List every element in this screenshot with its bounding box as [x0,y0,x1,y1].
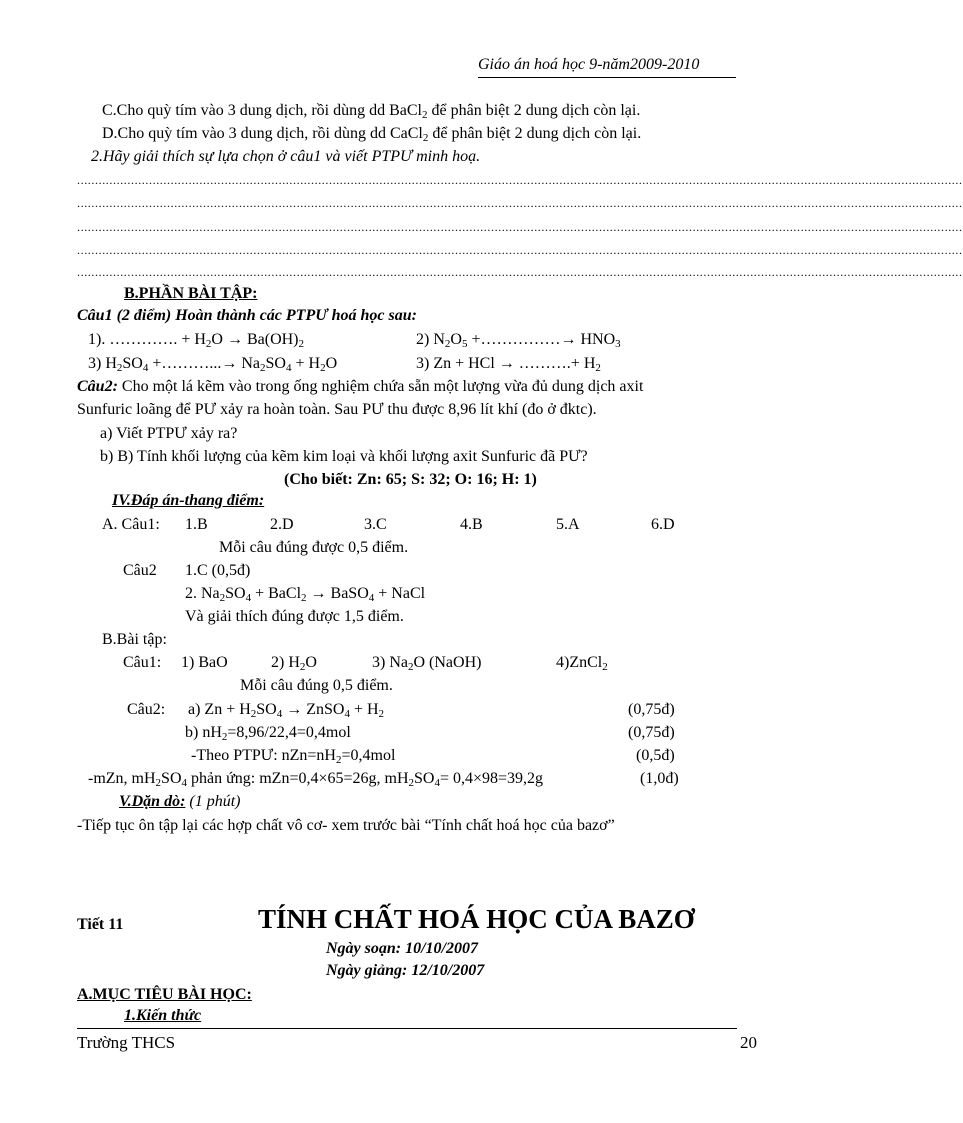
answers-b-item: 3) $Na_2O$ (NaOH) [372,654,482,673]
score: (0,75đ) [628,724,675,741]
cau2-prompt: Câu2: Cho một lá kẽm vào trong ống nghiệm chứa sẵn một lượng vừa đủ dung dịch axit [77,378,644,395]
answer-line: ...................................................................................................................................................................................................................................................... [77,265,963,279]
choice-c: C.Cho quỳ tím vào 3 dung dịch, rồi dùng dd BaCl$_2$ để phân biệt 2 dung dịch còn lại. [102,102,641,121]
lesson-title: TÍNH CHẤT HOÁ HỌC CỦA BAZƠ [258,904,695,934]
answer-item: 6.D [651,516,675,533]
header-title: Giáo án hoá học 9-năm2009-2010 [478,56,700,73]
score: (1,0đ) [640,770,679,787]
footer-school: Trường THCS [77,1033,176,1052]
cau2-part-b: b) B) Tính khối lượng của kẽm kim loại và khối lượng axit Sunfuric đã PƯ? [100,448,588,465]
answers-cau2-line1: 1.C (0,5đ) [185,562,251,579]
equation-1: 1). …………. + $H_2O \to Ba(OH)_2$ [88,331,304,350]
answers-heading: IV.Đáp án-thang điểm: [112,492,265,509]
header-rule [478,77,736,78]
answers-b-cau1-label: Câu1: [123,654,162,671]
answers-b-item: 1) BaO [181,654,228,671]
teach-date: Ngày giảng: 12/10/2007 [326,962,485,979]
given-masses: (Cho biết: Zn: 65; S: 32; O: 16; H: 1) [284,471,537,488]
answer-item: 3.C [364,516,387,533]
answers-b-cau2-a: a) $Zn + H_2SO_4$ → ZnSO$_4$ + $H_2$ [188,701,385,720]
answer-line: ...................................................................................................................................................................................................................................................... [77,220,963,234]
answers-a-label: A. Câu1: [102,516,160,533]
cau2-part-a: a) Viết PTPƯ xảy ra? [100,425,238,442]
answers-cau2-label: Câu2 [123,562,157,579]
answer-line: ...................................................................................................................................................................................................................................................... [77,243,963,257]
answers-b-item: 2) $H_2O$ [271,654,317,673]
answers-b-item: 4)ZnCl$_2$ [556,654,608,673]
homework-heading: V.Dặn dò: (1 phút) [119,793,241,810]
homework-text: -Tiếp tục ôn tập lại các hợp chất vô cơ- xem trước bài “Tính chất hoá học của bazơ” [77,817,615,834]
answers-b-cau2-b: b) $nH_2=8,96/22,4=0,4mol$ [185,724,351,743]
section-b-heading: B.PHẦN BÀI TẬP: [124,285,258,302]
choice-d: D.Cho quỳ tím vào 3 dung dịch, rồi dùng dd CaCl$_2$ để phân biệt 2 dung dịch còn lại. [102,125,642,144]
equation-2: 2) $N_2O_5$ +……………→ $HNO_3$ [416,331,621,350]
answer-line: ...................................................................................................................................................................................................................................................... [77,196,963,210]
footer-rule [77,1028,737,1029]
answer-item: 2.D [270,516,294,533]
answers-a-note: Mỗi câu đúng được 0,5 điểm. [219,539,409,556]
objectives-heading: A.MỤC TIÊU BÀI HỌC: [77,986,252,1003]
answer-line: ...................................................................................................................................................................................................................................................... [77,173,963,187]
answers-b-heading: B.Bài tập: [102,631,167,648]
knowledge-heading: 1.Kiến thức [124,1007,202,1024]
answers-b-cau2-d: -mZn, $mH_2SO_4$ phản ứng: mZn=0,4×65=26g, $mH_2SO_4= 0,4\times 98=39,2g$ [88,770,544,789]
score: (0,5đ) [636,747,675,764]
answers-cau2-equation: 2. $Na_2SO_4$ + BaCl$_2$ → BaSO$_4$ + NaCl [185,585,426,604]
score: (0,75đ) [628,701,675,718]
lesson-period: Tiết 11 [77,916,124,933]
cau1-prompt: Câu1 (2 điểm) Hoàn thành các PTPƯ hoá học sau: [77,307,417,324]
cau2-prompt-cont: Sunfuric loãng để PƯ xảy ra hoàn toàn. Sau PƯ thu được 8,96 lít khí (đo ở đktc). [77,401,597,418]
answer-item: 1.B [185,516,208,533]
equation-4: 3) Zn + HCl → ……….+ $H_2$ [416,355,601,374]
answers-cau2-note: Và giải thích đúng được 1,5 điểm. [185,608,404,625]
answers-b-cau2-c: -Theo PTPƯ: $nZn=nH_2=0,4mol$ [191,747,396,766]
equation-3: 3) $H_2SO_4$ +………...→ $Na_2SO_4 + H_2O$ [88,355,338,374]
answers-b-cau2-label: Câu2: [127,701,166,718]
prep-date: Ngày soạn: 10/10/2007 [326,940,478,957]
answers-b-note: Mỗi câu đúng 0,5 điểm. [240,677,393,694]
question-2-prompt: 2.Hãy giải thích sự lựa chọn ở câu1 và viết PTPƯ minh hoạ. [91,148,481,165]
page-number: 20 [740,1033,757,1052]
answer-item: 5.A [556,516,580,533]
answer-item: 4.B [460,516,483,533]
